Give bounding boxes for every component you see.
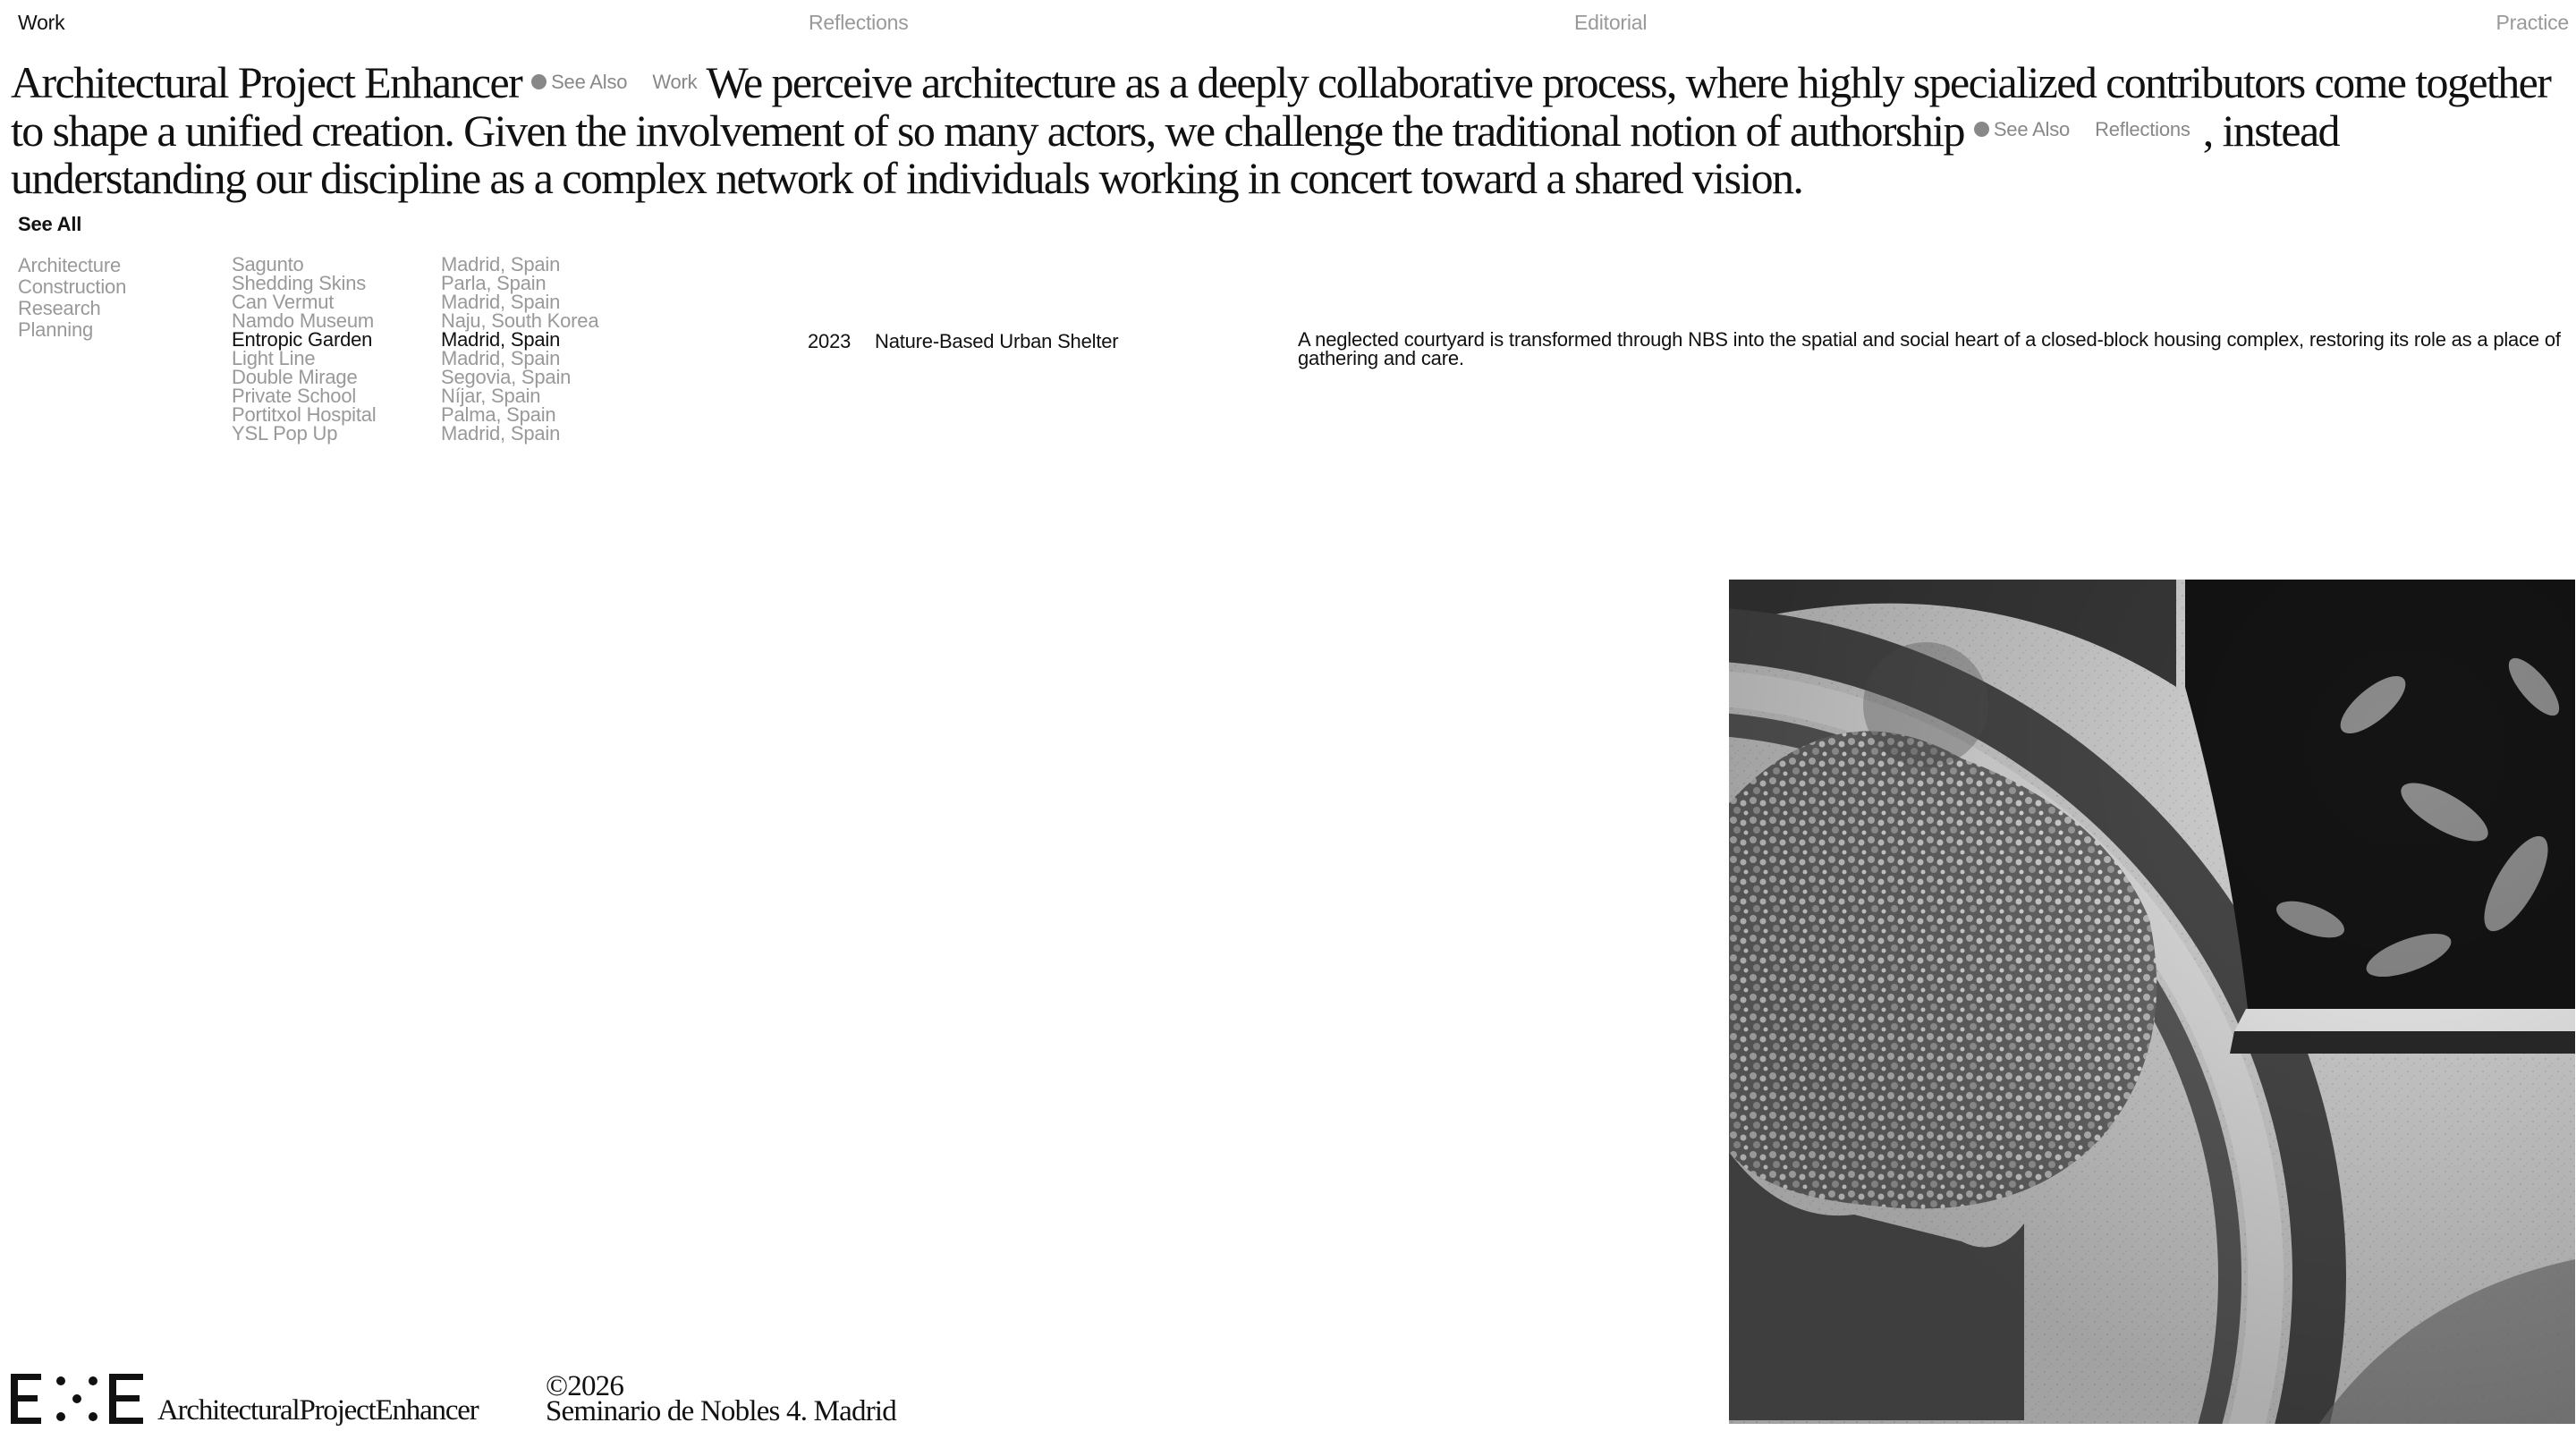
intro-statement (11, 57, 2576, 204)
project-name-item[interactable]: Sagunto (232, 253, 304, 275)
project-name-item[interactable]: YSL Pop Up (232, 422, 338, 445)
project-location-item-selected[interactable]: Madrid, Spain (441, 328, 561, 351)
bullet-dot-icon (1974, 122, 1989, 137)
intro-text-part-1: We perceive architecture as a deeply collaborative process, where highly specialized contributors come together to shape a unified creation. Given the involvement of so many actors, we challenge the traditional notion of authorship (11, 57, 2551, 156)
project-name-item[interactable]: Portitxol Hospital (232, 403, 377, 426)
project-name-item[interactable]: Shedding Skins (232, 272, 367, 294)
project-location-item[interactable]: Segovia, Spain (441, 366, 572, 388)
courtyard-aerial-photo (1729, 580, 2575, 1424)
logo-mark-icon (11, 1374, 143, 1424)
project-name-item[interactable]: Light Line (232, 347, 316, 369)
project-name-item[interactable]: Private School (232, 385, 357, 407)
project-location-item[interactable]: Madrid, Spain (441, 422, 561, 445)
nav-reflections[interactable]: Reflections (809, 11, 909, 34)
project-location-item[interactable]: Madrid, Spain (441, 253, 561, 275)
category-filter-list (18, 255, 126, 341)
category-filter-item[interactable]: Construction (18, 275, 127, 298)
nav-practice[interactable]: Practice (2496, 11, 2569, 34)
project-name-item-selected[interactable]: Entropic Garden (232, 328, 373, 351)
featured-project-year: 2023 (808, 330, 852, 352)
copyright: ©2026 (546, 1370, 624, 1402)
project-location-list (441, 255, 598, 443)
see-also-link-work[interactable]: Work (652, 70, 698, 93)
project-name-item[interactable]: Namdo Museum (232, 309, 374, 332)
bullet-dot-icon (531, 74, 547, 89)
brand-wordmark: ArchitecturalProjectEnhancer (157, 1394, 479, 1427)
intro-title: Architectural Project Enhancer (11, 57, 522, 107)
see-all-button[interactable]: See All (18, 213, 82, 235)
intro-text-part-2: , instead understanding our discipline as a complex network of individuals working in concert toward a shared vision. (11, 105, 2339, 204)
nav-work[interactable]: Work (18, 11, 65, 34)
nav-editorial[interactable]: Editorial (1574, 11, 1648, 34)
see-also-link-reflections[interactable]: Reflections (2095, 118, 2190, 141)
featured-project-image[interactable] (1729, 580, 2575, 1424)
project-location-item[interactable]: Parla, Spain (441, 272, 547, 294)
site-logo[interactable] (11, 1374, 479, 1427)
project-name-item[interactable]: Double Mirage (232, 366, 358, 388)
project-location-item[interactable]: Palma, Spain (441, 403, 556, 426)
project-location-item[interactable]: Madrid, Spain (441, 291, 561, 313)
top-navigation (0, 0, 2576, 47)
category-filter-item[interactable]: Planning (18, 318, 94, 341)
project-name-item[interactable]: Can Vermut (232, 291, 335, 313)
see-also-label: See Also (1993, 118, 2071, 141)
project-location-item[interactable]: Naju, South Korea (441, 309, 599, 332)
category-filter-item[interactable]: Research (18, 297, 101, 319)
office-address: Seminario de Nobles 4. Madrid (546, 1395, 896, 1427)
see-also-chip-reflections (1974, 108, 2203, 151)
footer-info (546, 1370, 896, 1427)
project-name-list (232, 255, 376, 443)
project-location-item[interactable]: Níjar, Spain (441, 385, 541, 407)
project-location-item[interactable]: Madrid, Spain (441, 347, 561, 369)
see-also-chip-work (531, 61, 697, 104)
featured-project-title[interactable]: Nature-Based Urban Shelter (875, 330, 1119, 352)
see-also-label: See Also (551, 70, 628, 93)
featured-project-description: A neglected courtyard is transformed through NBS into the spatial and social heart of a closed-block housing complex, restoring its role as a place of gathering and care. (1298, 328, 2561, 369)
category-filter-item[interactable]: Architecture (18, 254, 121, 276)
